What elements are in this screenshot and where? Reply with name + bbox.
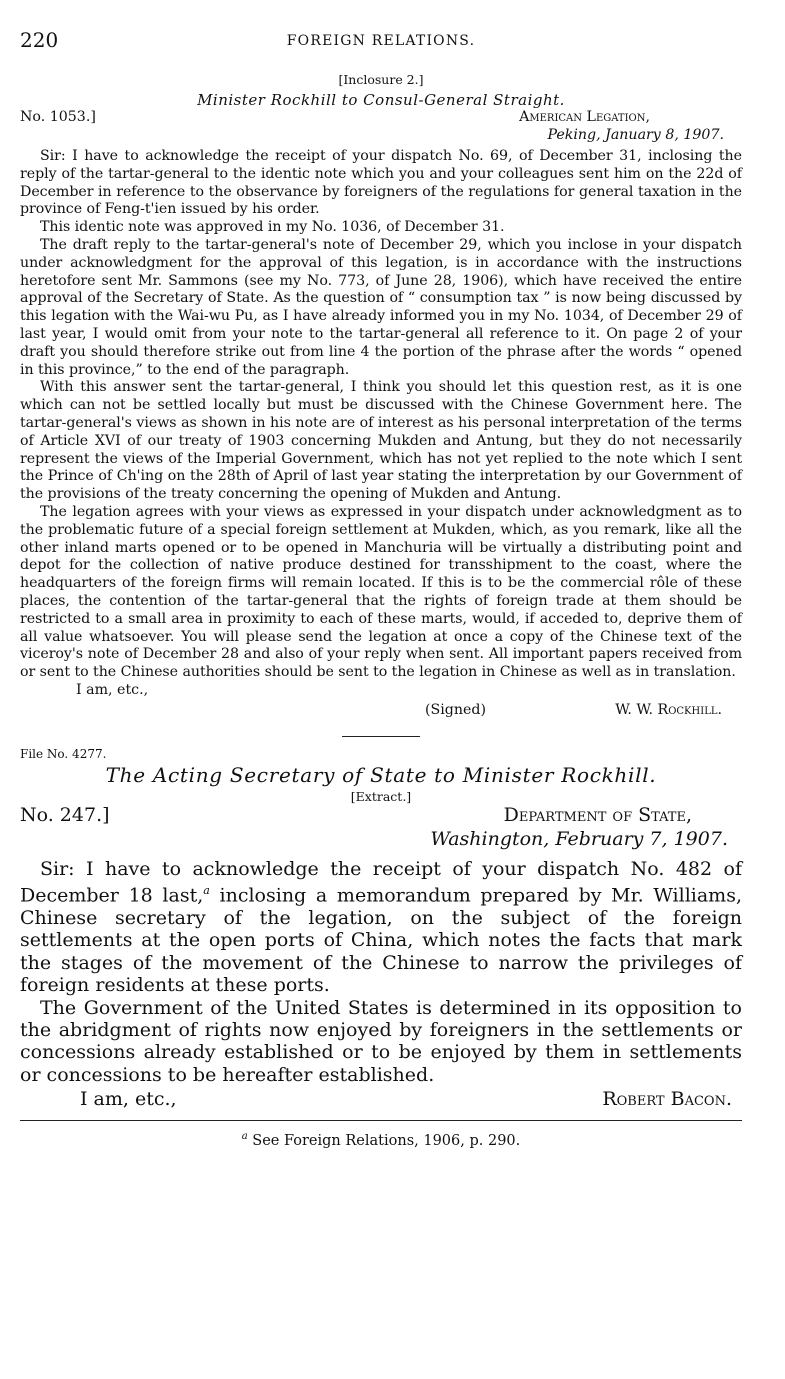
letter-date: Washington, February 7, 1907. — [430, 827, 728, 850]
paragraph — [20, 858, 742, 997]
file-number: File No. 4277. — [20, 746, 107, 761]
letter-body — [20, 858, 742, 1086]
paragraph: The draft reply to the tartar-general's note of December 29, which you inclose in your dispatch under acknowledgment for the approval of this legation, is in accordance with the instructions heretofore sent Mr. Sammons (see my No. 773, of June 28, 1906), which have received the entire approval of the Secretary of State. As the question of “ consumption tax ” is now being discussed by this legation with the Wai-wu Pu, as I have already informed you in my No. 1034, of December 29 of last year, I would omit from your note to the tartar-general all reference to it. On page 2 of your draft you should therefore strike out from line 4 the portion of the phrase after the words “ opened in this province,” to the end of the paragraph. — [20, 236, 742, 378]
paragraph: The legation agrees with your views as expressed in your dispatch under acknowledgment as to the problematic future of a special foreign settlement at Mukden, which, as you remark, like all the other inland marts opened or to be opened in Manchuria will be virtually a distributing point and depot for the collection of native produce destined for transshipment to the coast, where the headquarters of the foreign firms will remain located. If this is to be the commercial rôle of these places, the contention of the tartar-general that the rights of foreign trade at them should be restricted to a small area in proximity to each of these marts, would, if acceded to, deprive them of all value whatsoever. You will please send the legation at once a copy of the Chinese text of the viceroy's note of December 28 and also of your reply when sent. All important papers received from or sent to the Chinese authorities should be sent to the legation in Chinese as well as in translation. — [20, 503, 742, 681]
paragraph: Sir: I have to acknowledge the receipt of your dispatch No. 69, of December 31, inclosing the reply of the tartar-general to the identic note which you and your colleagues sent him on the 22d of December in reference to the observance by foreigners of the regulations for general taxation in the province of Feng-t'ien issued by his order. — [20, 148, 742, 218]
footnote-marker[interactable]: a — [203, 884, 210, 898]
paragraph-text: Sir: I have to acknowledge the receipt of your dispatch No. 482 of December 18 last, — [20, 857, 742, 907]
letter-date-row — [20, 127, 742, 145]
document-page — [20, 28, 742, 1149]
letter-title: Minister Rockhill to Consul-General Straight. — [197, 91, 565, 109]
letter-meta — [20, 804, 742, 828]
signature: W. W. Rockhill. — [615, 701, 722, 718]
sender-place: American Legation, — [519, 109, 650, 125]
letter-rockhill-to-straight — [20, 72, 742, 726]
letter-bacon-to-rockhill — [20, 747, 742, 1114]
section-divider — [342, 736, 420, 737]
footnote-text: See Foreign Relations, 1906, p. 290. — [247, 1133, 521, 1150]
closing-row — [20, 1088, 742, 1114]
page-number: 220 — [20, 28, 59, 52]
letter-title: The Acting Secretary of State to Minister Rockhill. — [105, 762, 657, 787]
dispatch-number: No. 247.] — [20, 803, 110, 826]
signature-block — [20, 702, 742, 726]
signature: Robert Bacon. — [602, 1088, 732, 1111]
inclosure-label: [Inclosure 2.] — [338, 72, 424, 87]
letter-meta — [20, 109, 742, 127]
footnote-divider — [20, 1120, 742, 1121]
dispatch-number: No. 1053.] — [20, 109, 96, 125]
sender-place: Department of State, — [503, 803, 692, 826]
paragraph-text: inclosing a memorandum prepared by Mr. Williams, Chinese secretary of the legation, on the subject of the foreign settlements at the open ports of China, which notes the facts that mark the stages of the movement of the Chinese to narrow the privileges of foreign residents at these ports. — [20, 884, 742, 997]
extract-label: [Extract.] — [350, 788, 412, 804]
paragraph: With this answer sent the tartar-general, I think you should let this question rest, as it is one which can not be settled locally but must be discussed with the Chinese Government here. The tartar-general's views as shown in his note are of interest as his personal interpretation of the terms of Article XVI of our treaty of 1903 concerning Mukden and Antung, but they do not necessarily represent the views of the Imperial Government, which has not yet replied to the note which I sent the Prince of Ch'ing on the 28th of April of last year stating the interpretation by our Government of the provisions of the treaty concerning the opening of Mukden and Antung. — [20, 379, 742, 503]
closing: I am, etc., — [76, 681, 149, 698]
footnote-marker: a — [241, 1131, 248, 1143]
paragraph: The Government of the United States is determined in its opposition to the abridgment of rights now enjoyed by foreigners in the settlements or concessions already established or to be enjoyed by them in settlements or concessions to be hereafter established. — [20, 996, 742, 1086]
page-header — [20, 28, 742, 56]
footnote — [20, 1131, 742, 1149]
closing: I am, etc., — [80, 1088, 177, 1111]
paragraph: This identic note was approved in my No. 1036, of December 31. — [40, 219, 505, 236]
letter-date-row — [20, 828, 742, 852]
running-title: FOREIGN RELATIONS. — [286, 33, 476, 49]
signed-label: (Signed) — [425, 701, 487, 718]
letter-date: Peking, January 8, 1907. — [547, 127, 724, 143]
